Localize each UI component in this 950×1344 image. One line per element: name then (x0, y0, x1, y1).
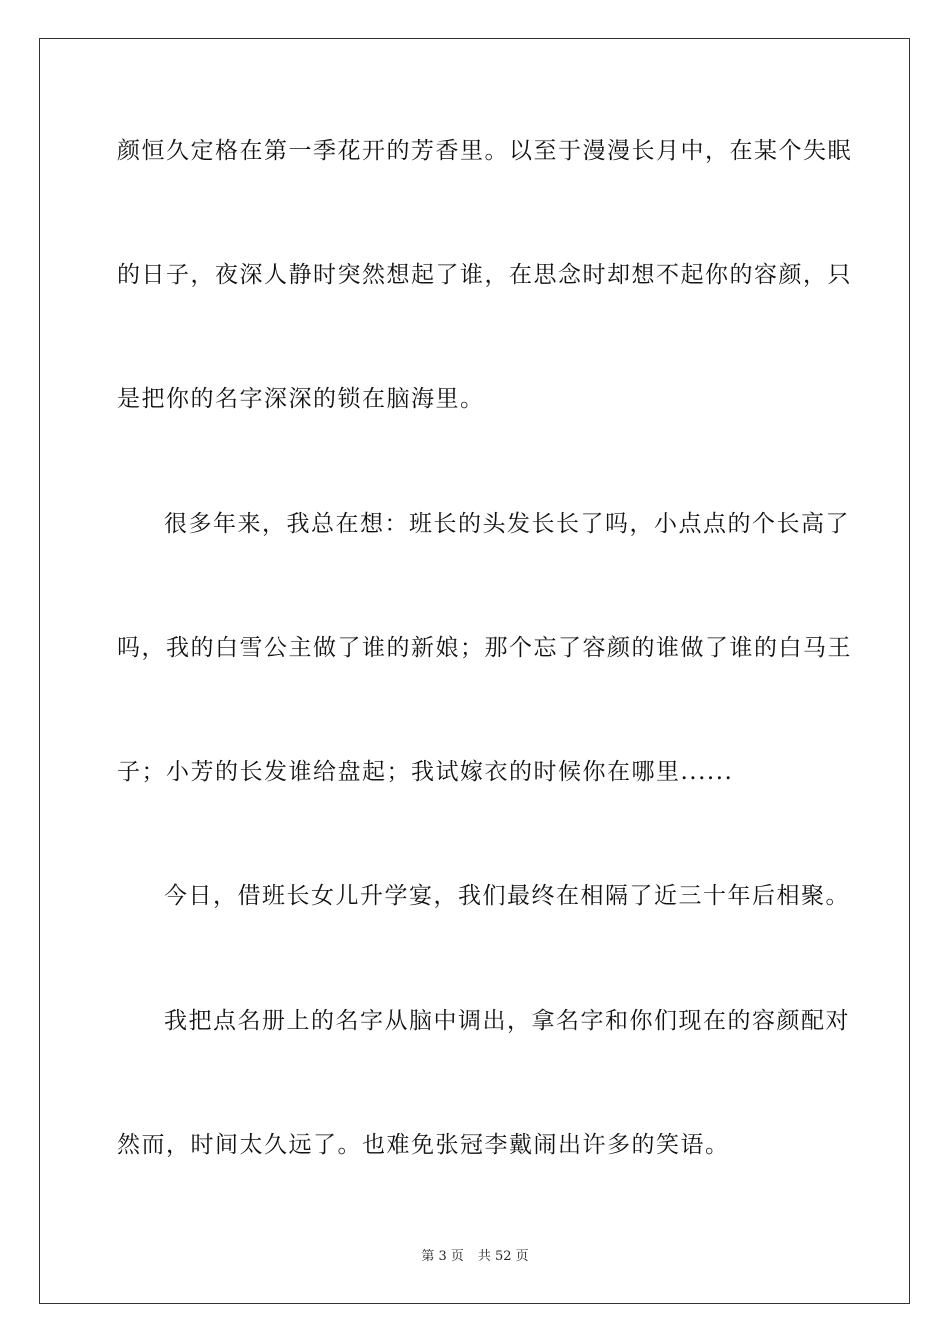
paragraph-first-line: 很多年来，我总在想：班长的头发长长了吗，小点点的个长高了 (164, 511, 850, 537)
paragraph-first-line: 今日，借班长女儿升学宴，我们最终在相隔了近三十年后相聚。 (164, 883, 850, 909)
page-border (39, 38, 910, 1304)
page-total: 共 52 页 (477, 1249, 529, 1264)
paragraph-first-line: 我把点名册上的名字从脑中调出，拿名字和你们现在的容颜配对 (164, 1008, 850, 1034)
text-line: 然而，时间太久远了。也难免张冠李戴闹出许多的笑语。 (117, 1132, 730, 1158)
text-line: 吗，我的白雪公主做了谁的新娘；那个忘了容颜的谁做了谁的白马王 (117, 635, 852, 661)
text-line: 颜恒久定格在第一季花开的芳香里。以至于漫漫长月中，在某个失眠 (117, 138, 852, 164)
text-line: 的日子，夜深人静时突然想起了谁，在思念时却想不起你的容颜，只 (117, 262, 852, 288)
text-line: 子；小芳的长发谁给盘起；我试嫁衣的时候你在哪里...... (117, 759, 734, 785)
text-line: 是把你的名字深深的锁在脑海里。 (117, 386, 485, 412)
page-number: 第 3 页 (421, 1249, 464, 1264)
page-footer (0, 1248, 950, 1266)
